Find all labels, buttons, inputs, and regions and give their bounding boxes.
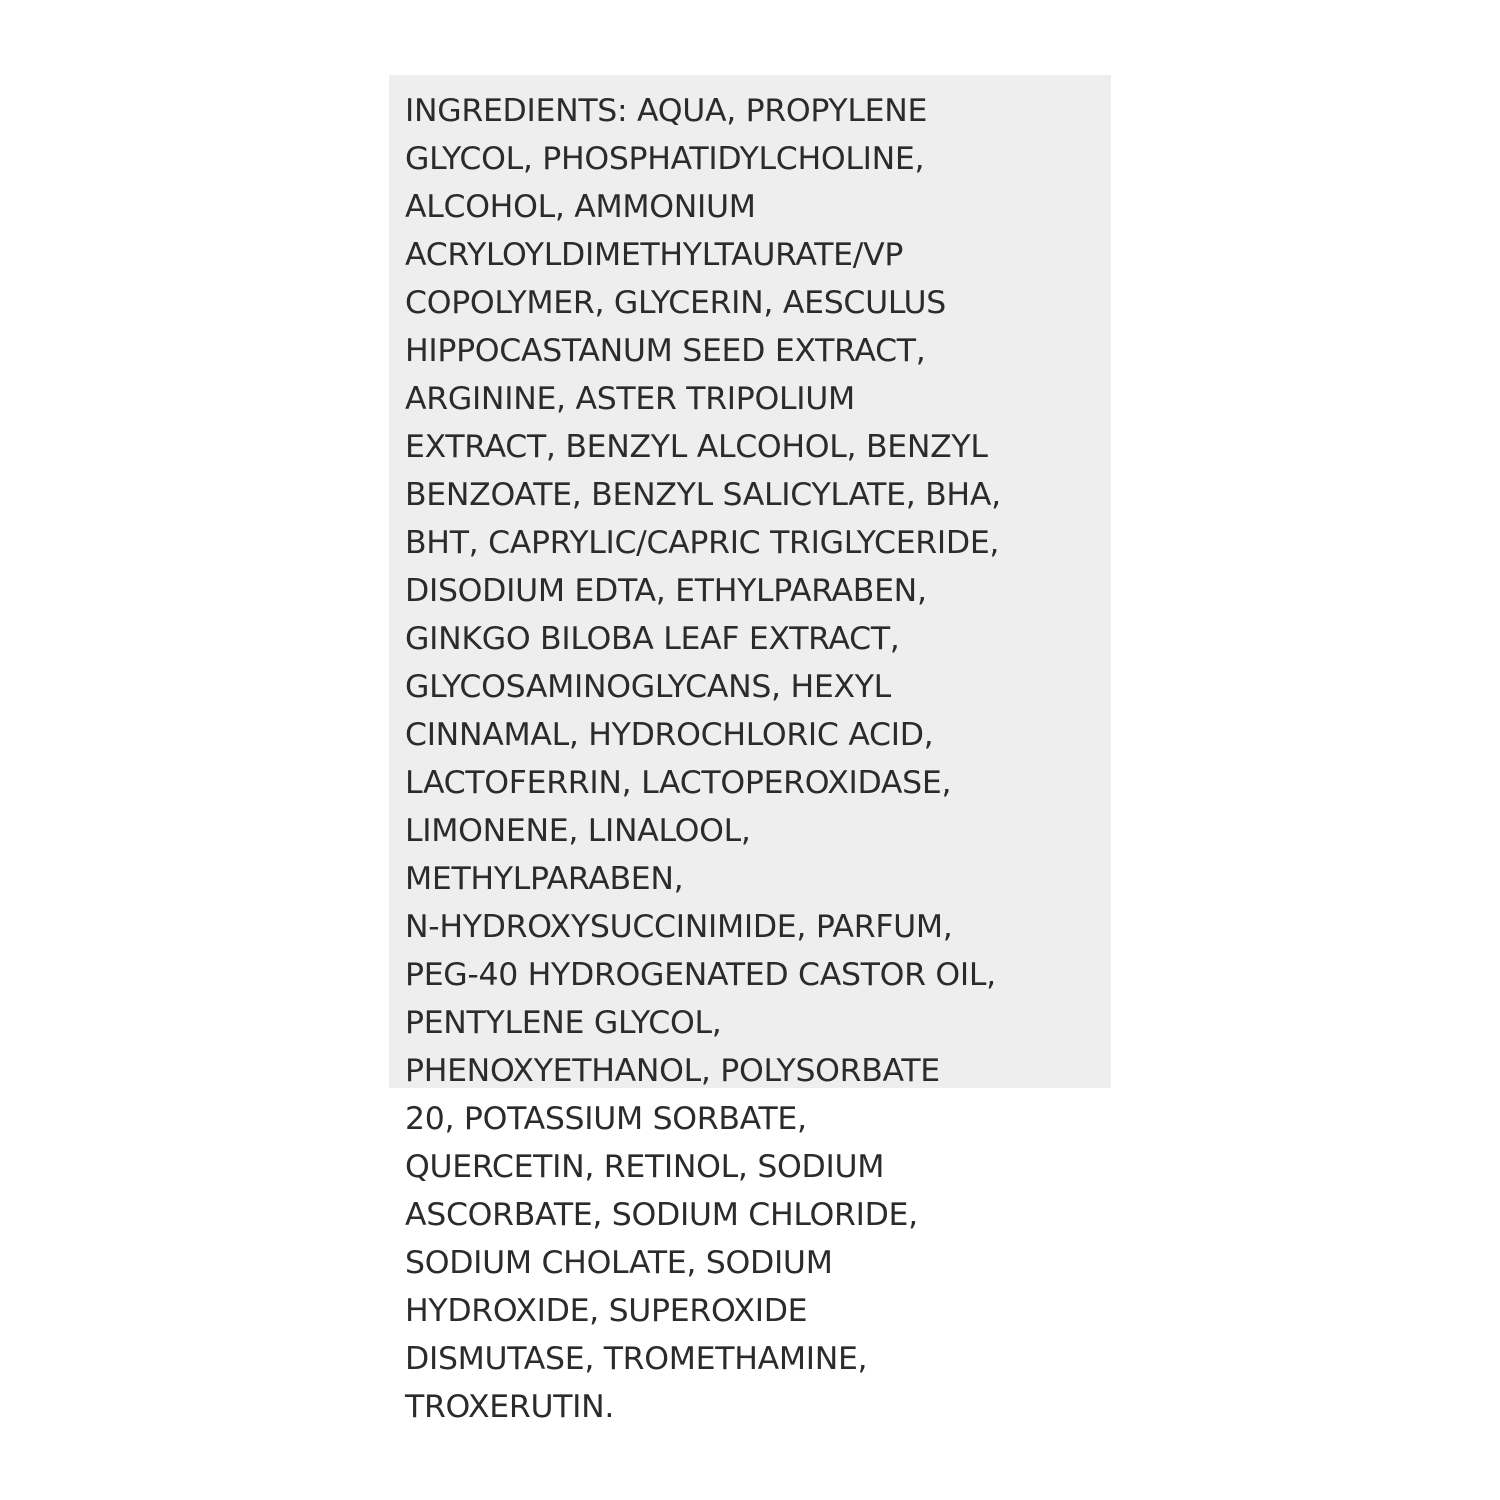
- ingredients-line: PENTYLENE GLYCOL,: [405, 1005, 722, 1041]
- ingredients-line: ALCOHOL, AMMONIUM: [405, 189, 756, 225]
- ingredients-line: GLYCOSAMINOGLYCANS, HEXYL: [405, 669, 891, 705]
- ingredients-line: LACTOFERRIN, LACTOPEROXIDASE,: [405, 765, 952, 801]
- ingredients-list: [405, 87, 1105, 1431]
- ingredients-line: DISODIUM EDTA, ETHYLPARABEN,: [405, 573, 927, 609]
- ingredients-line: CINNAMAL, HYDROCHLORIC ACID,: [405, 717, 934, 753]
- ingredients-line: ACRYLOYLDIMETHYLTAURATE/VP: [405, 237, 904, 273]
- ingredients-line: SODIUM CHOLATE, SODIUM: [405, 1245, 833, 1281]
- ingredients-line: BENZOATE, BENZYL SALICYLATE, BHA,: [405, 477, 1001, 513]
- ingredients-line: HYDROXIDE, SUPEROXIDE: [405, 1293, 808, 1329]
- ingredients-line: METHYLPARABEN,: [405, 861, 684, 897]
- ingredients-line: HIPPOCASTANUM SEED EXTRACT,: [405, 333, 926, 369]
- ingredients-line: ASCORBATE, SODIUM CHLORIDE,: [405, 1197, 918, 1233]
- ingredients-line: 20, POTASSIUM SORBATE,: [405, 1101, 807, 1137]
- ingredients-line: BHT, CAPRYLIC/CAPRIC TRIGLYCERIDE,: [405, 525, 1000, 561]
- ingredients-label-panel: [389, 75, 1111, 1425]
- ingredients-line: INGREDIENTS: AQUA, PROPYLENE: [405, 93, 928, 129]
- ingredients-line: ARGININE, ASTER TRIPOLIUM: [405, 381, 855, 417]
- ingredients-line: GINKGO BILOBA LEAF EXTRACT,: [405, 621, 900, 657]
- ingredients-line: TROXERUTIN.: [405, 1389, 615, 1425]
- ingredients-line: LIMONENE, LINALOOL,: [405, 813, 751, 849]
- ingredients-line: DISMUTASE, TROMETHAMINE,: [405, 1341, 868, 1377]
- ingredients-line: PEG-40 HYDROGENATED CASTOR OIL,: [405, 957, 996, 993]
- ingredients-line: QUERCETIN, RETINOL, SODIUM: [405, 1149, 885, 1185]
- ingredients-line: GLYCOL, PHOSPHATIDYLCHOLINE,: [405, 141, 925, 177]
- ingredients-line: EXTRACT, BENZYL ALCOHOL, BENZYL: [405, 429, 988, 465]
- ingredients-line: COPOLYMER, GLYCERIN, AESCULUS: [405, 285, 946, 321]
- ingredients-line: PHENOXYETHANOL, POLYSORBATE: [405, 1053, 940, 1089]
- ingredients-line: N-HYDROXYSUCCINIMIDE, PARFUM,: [405, 909, 953, 945]
